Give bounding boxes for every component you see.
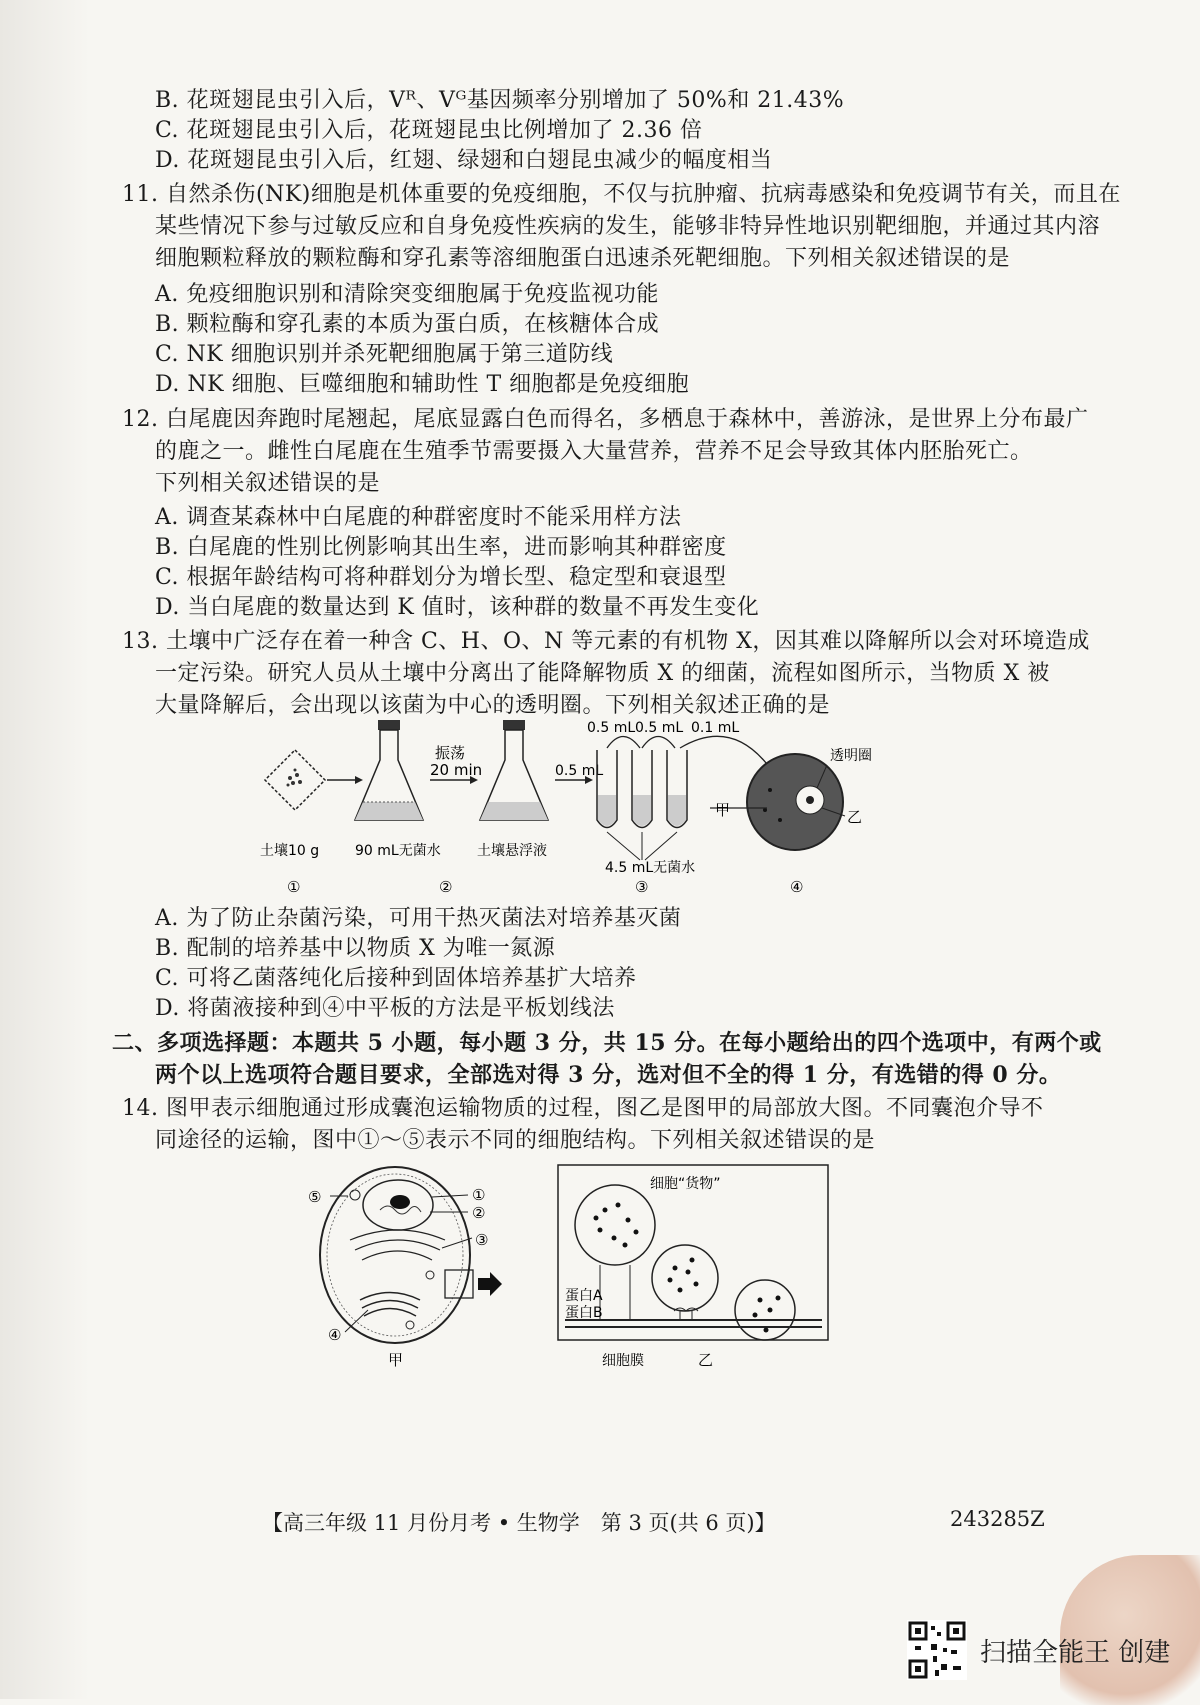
q14-stem-1: 14. 图甲表示细胞通过形成囊泡运输物质的过程，图乙是图甲的局部放大图。不同囊泡介导不 [122, 1096, 1044, 1121]
q10-option-c: C. 花斑翅昆虫引入后，花斑翅昆虫比例增加了 2.36 倍 [155, 118, 703, 143]
q13-stem-3: 大量降解后，会出现以该菌为中心的透明圈。下列相关叙述正确的是 [155, 693, 831, 718]
q12-stem-3: 下列相关叙述错误的是 [155, 471, 381, 496]
q12-option-d: D. 当白尾鹿的数量达到 K 值时，该种群的数量不再发生变化 [155, 595, 760, 620]
colony-yi-label: 乙 [847, 808, 863, 826]
q12-option-b: B. 白尾鹿的性别比例影响其出生率，进而影响其种群密度 [155, 535, 727, 560]
structure-3-label: ③ [475, 1231, 489, 1249]
q12-stem-1: 12. 白尾鹿因奔跑时尾翘起，尾底显露白色而得名，多栖息于森林中，善游泳，是世界上分布最广 [122, 407, 1089, 432]
q13-option-a: A. 为了防止杂菌污染，可用干热灭菌法对培养基灭菌 [155, 906, 682, 931]
soil-suspension-label: 土壤悬浮液 [477, 843, 547, 859]
flask-1-icon [355, 720, 423, 820]
q12-stem-2: 的鹿之一。雌性白尾鹿在生殖季节需要摄入大量营养，营养不足会导致其体内胚胎死亡。 [155, 439, 1033, 464]
sterile-water-45-label: 4.5 mL无菌水 [605, 860, 696, 876]
structure-2-label: ② [472, 1204, 486, 1222]
q13-stem-2: 一定污染。研究人员从土壤中分离出了能降解物质 X 的细菌，流程如图所示，当物质 X 被 [155, 661, 1050, 686]
scanner-watermark: 扫描全能王 创建 [980, 1638, 1171, 1668]
q11-option-c: C. NK 细胞识别并杀死靶细胞属于第三道防线 [155, 342, 614, 367]
page-footer-code: 243285Z [950, 1507, 1045, 1531]
q11-option-b: B. 颗粒酶和穿孔素的本质为蛋白质，在核糖体合成 [155, 312, 660, 337]
q11-stem-1: 11. 自然杀伤(NK)细胞是机体重要的免疫细胞，不仅与抗肿瘤、抗病毒感染和免疫调节有关，而且在 [122, 182, 1121, 207]
figure-jia-label: 甲 [388, 1351, 404, 1369]
q10-option-d: D. 花斑翅昆虫引入后，红翅、绿翅和白翅昆虫减少的幅度相当 [155, 148, 773, 173]
q11-stem-2: 某些情况下参与过敏反应和自身免疫性疾病的发生，能够非特异性地识别靶细胞，并通过其内溶 [155, 214, 1101, 239]
q13-option-d: D. 将菌液接种到④中平板的方法是平板划线法 [155, 996, 615, 1021]
qr-code-icon [907, 1620, 967, 1680]
q11-option-a: A. 免疫细胞识别和清除突变细胞属于免疫监视功能 [155, 282, 659, 307]
soil-label: 土壤10 g [260, 843, 320, 859]
structure-1-label: ① [472, 1186, 486, 1204]
sterile-water-90-label: 90 mL无菌水 [355, 843, 441, 859]
q14-vesicle-transport-diagram [300, 1160, 840, 1370]
soil-sample-icon [265, 750, 325, 810]
protein-b-label: 蛋白B [565, 1305, 603, 1321]
step-4-label: ④ [790, 878, 804, 896]
clear-zone-label: 透明圈 [830, 748, 872, 764]
q12-option-c: C. 根据年龄结构可将种群划分为增长型、稳定型和衰退型 [155, 565, 727, 590]
step-2-label: ② [439, 878, 453, 896]
q10-option-b: B. 花斑翅昆虫引入后，Vᴿ、Vᴳ基因频率分别增加了 50%和 21.43% [155, 88, 845, 113]
step-3-label: ③ [635, 878, 649, 896]
protein-a-label: 蛋白A [565, 1288, 603, 1304]
q14-stem-2: 同途径的运输，图中①～⑤表示不同的细胞结构。下列相关叙述错误的是 [155, 1128, 876, 1153]
flask-2-icon [480, 720, 548, 820]
volume-label-first: 0.5 mL [555, 763, 604, 779]
cell-cargo-label: 细胞“货物” [650, 1176, 721, 1192]
figure-yi-label: 乙 [698, 1351, 714, 1369]
colony-jia-label: 甲 [715, 801, 731, 819]
shake-time-label: 20 min [430, 761, 483, 779]
q11-option-d: D. NK 细胞、巨噬细胞和辅助性 T 细胞都是免疫细胞 [155, 372, 690, 397]
cell-membrane-label: 细胞膜 [602, 1353, 644, 1369]
volume-label-second: 0.5 mL [587, 720, 636, 736]
volume-label-third: 0.5 mL [635, 720, 684, 736]
q12-option-a: A. 调查某森林中白尾鹿的种群密度时不能采用样方法 [155, 505, 682, 530]
section-2-heading-2: 两个以上选项符合题目要求，全部选对得 3 分，选对但不全的得 1 分，有选错的得 0 分。 [155, 1062, 1062, 1088]
section-2-heading-1: 二、多项选择题：本题共 5 小题，每小题 3 分，共 15 分。在每小题给出的四个选项中，有两个或 [112, 1030, 1102, 1056]
q13-option-b: B. 配制的培养基中以物质 X 为唯一氮源 [155, 936, 556, 961]
page-footer-title: 【高三年级 11 月份月考 • 生物学 第 3 页(共 6 页)】 [262, 1511, 776, 1535]
thumb-shadow [1060, 1555, 1200, 1705]
plate-icon [747, 754, 843, 850]
shake-label: 振荡 [435, 744, 466, 762]
structure-5-label: ⑤ [308, 1188, 322, 1206]
volume-label-fourth: 0.1 mL [691, 720, 740, 736]
q13-stem-1: 13. 土壤中广泛存在着一种含 C、H、O、N 等元素的有机物 X，因其难以降解所以会对环境造成 [122, 629, 1090, 654]
structure-4-label: ④ [328, 1326, 342, 1344]
cell-jia-icon [320, 1167, 473, 1343]
q13-isolation-flow-diagram [255, 720, 875, 905]
q13-option-c: C. 可将乙菌落纯化后接种到固体培养基扩大培养 [155, 966, 637, 991]
q11-stem-3: 细胞颗粒释放的颗粒酶和穿孔素等溶细胞蛋白迅速杀死靶细胞。下列相关叙述错误的是 [155, 246, 1011, 271]
right-arrow-icon [478, 1272, 502, 1296]
step-1-label: ① [287, 878, 301, 896]
